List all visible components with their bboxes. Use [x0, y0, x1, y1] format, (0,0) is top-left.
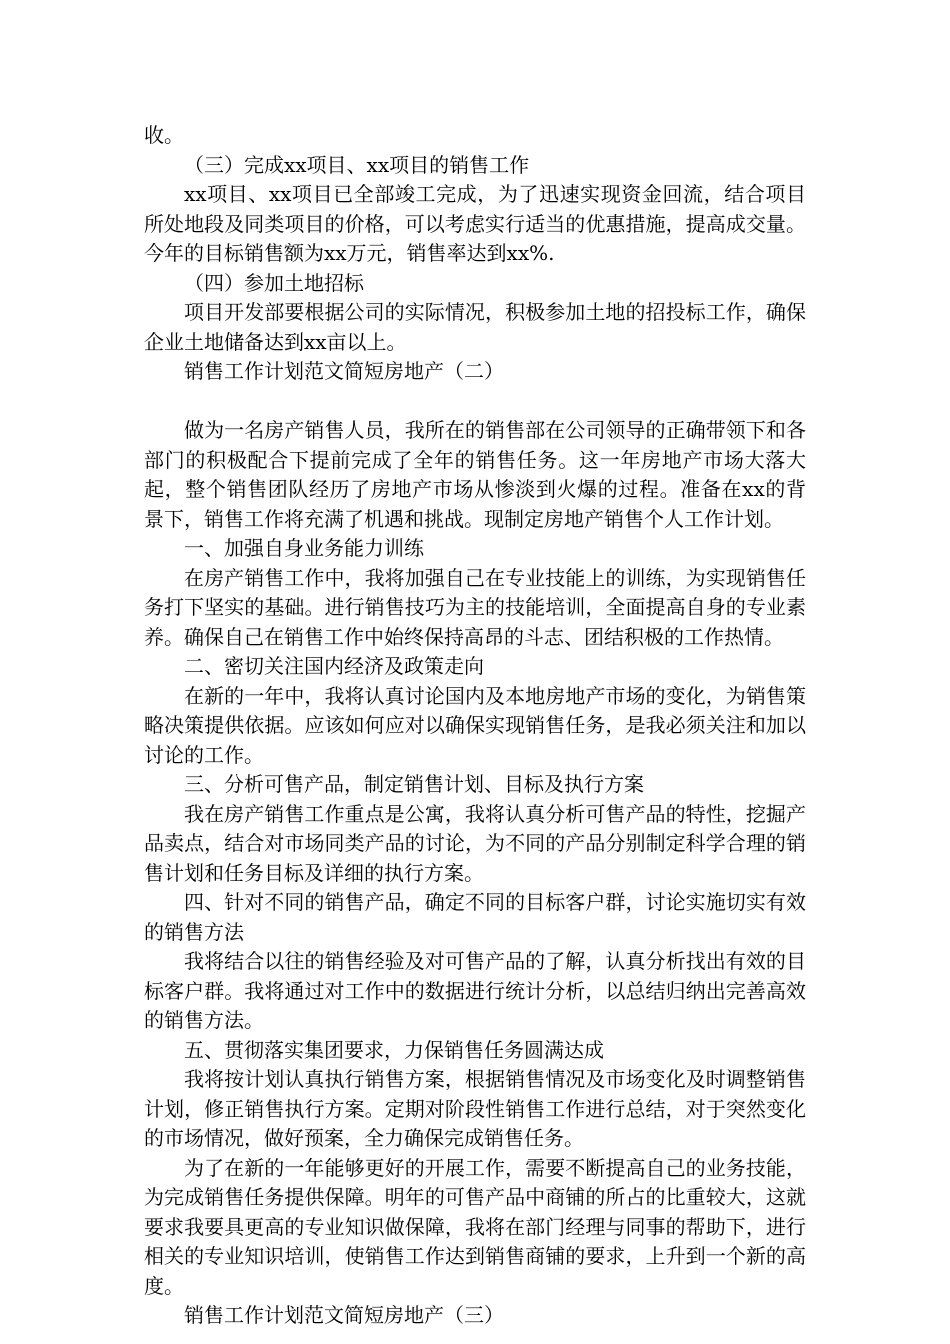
section-heading: 二、密切关注国内经济及政策走向	[184, 654, 484, 678]
section-heading: （四）参加土地招标	[184, 270, 364, 295]
paragraph: 做为一名房产销售人员，我所在的销售部在公司领导的正确带领下和各部门的积极配合下提前完成了全年的销售任务。这一年房地产市场大落大起，整个销售团队经历了房地产市场从惨淡到火爆的过程。准备在xx的背景下，销售工作将充满了机遇和挑战。现制定房地产销售个人工作计划。	[144, 418, 806, 531]
paragraph: 我将结合以往的销售经验及对可售产品的了解，认真分析找出有效的目标客户群。我将通过对工作中的数据进行统计分析，以总结归纳出完善高效的销售方法。	[144, 949, 806, 1032]
section-heading: 三、分析可售产品，制定销售计划、目标及执行方案	[184, 772, 644, 796]
paragraph: 我将按计划认真执行销售方案，根据销售情况及市场变化及时调整销售计划，修正销售执行方案。定期对阶段性销售工作进行总结，对于突然变化的市场情况，做好预案，全力确保完成销售任务。	[144, 1067, 806, 1150]
article-title: 销售工作计划范文简短房地产（二）	[184, 359, 504, 383]
document-body	[144, 121, 806, 1331]
section-heading: 五、贯彻落实集团要求，力保销售任务圆满达成	[184, 1037, 604, 1062]
paragraph: 在房产销售工作中，我将加强自己在专业技能上的训练，为实现销售任务打下坚实的基础。进行销售技巧为主的技能培训，全面提高自身的专业素养。确保自己在销售工作中始终保持高昂的斗志、团结积极的工作热情。	[144, 565, 806, 649]
blank-line	[144, 387, 806, 417]
section-heading: 四、针对不同的销售产品，确定不同的目标客户群，讨论实施切实有效的销售方法	[144, 890, 806, 944]
paragraph: 我在房产销售工作重点是公寓，我将认真分析可售产品的特性，挖掘产品卖点，结合对市场同类产品的讨论，为不同的产品分别制定科学合理的销售计划和任务目标及详细的执行方案。	[144, 801, 806, 885]
article-title: 销售工作计划范文简短房地产（三）	[184, 1303, 504, 1327]
paragraph: xx项目、xx项目已全部竣工完成，为了迅速实现资金回流，结合项目所处地段及同类项目的价格，可以考虑实行适当的优惠措施，提高成交量。今年的目标销售额为xx万元，销售率达到xx%.	[144, 182, 806, 265]
paragraph: 收。	[144, 123, 184, 147]
section-heading: （三）完成xx项目、xx项目的销售工作	[184, 152, 530, 177]
paragraph: 项目开发部要根据公司的实际情况，积极参加土地的招投标工作，确保企业土地储备达到xx亩以上。	[144, 300, 806, 354]
paragraph: 为了在新的一年能够更好的开展工作，需要不断提高自己的业务技能，为完成销售任务提供保障。明年的可售产品中商铺的所占的比重较大，这就要求我要具更高的专业知识做保障，我将在部门经理与同事的帮助下，进行相关的专业知识培训，使销售工作达到销售商铺的要求，上升到一个新的高度。	[144, 1155, 806, 1298]
section-heading: 一、加强自身业务能力训练	[184, 536, 424, 560]
paragraph: 在新的一年中，我将认真讨论国内及本地房地产市场的变化，为销售策略决策提供依据。应该如何应对以确保实现销售任务，是我必须关注和加以讨论的工作。	[144, 683, 806, 767]
